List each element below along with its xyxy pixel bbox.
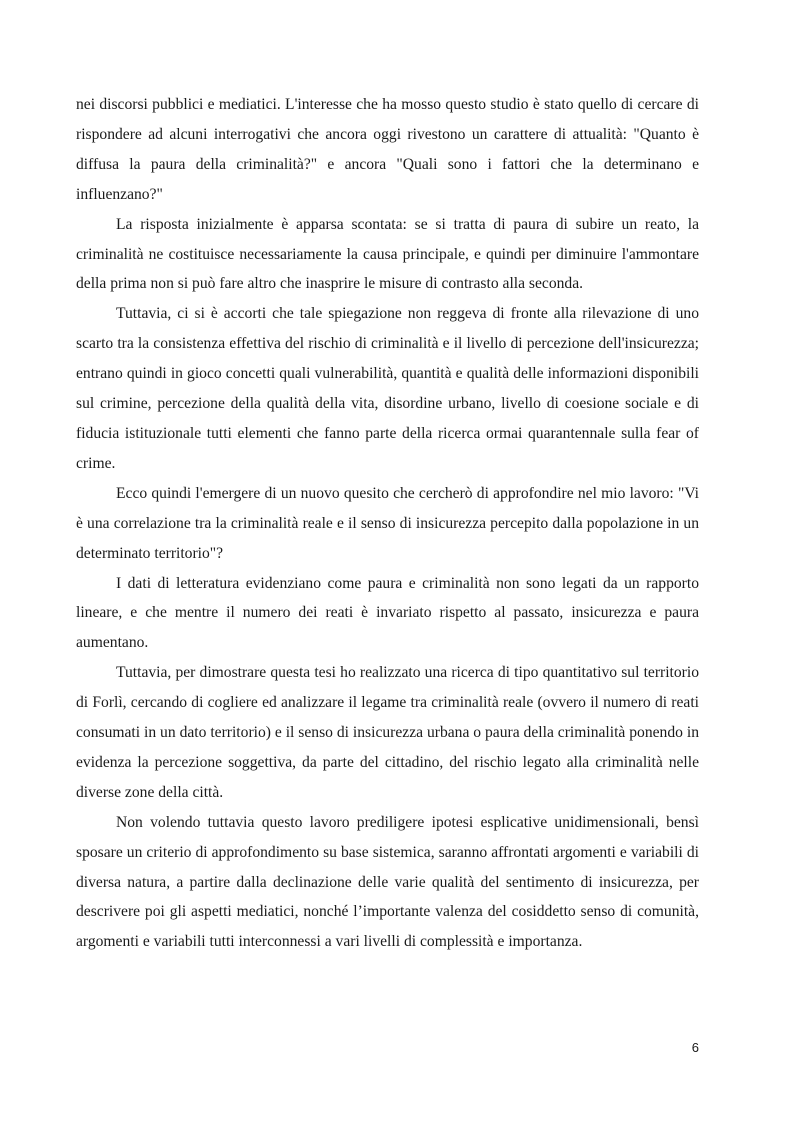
paragraph: Ecco quindi l'emergere di un nuovo quesito che cercherò di approfondire nel mio lavoro: "Vi è una correlazione tra la criminalità reale e il senso di insicurezza percepito dalla popolazione in un determinato territorio"? [76, 484, 699, 562]
paragraph: nei discorsi pubblici e mediatici. L'interesse che ha mosso questo studio è stato quello di cercare di rispondere ad alcuni interrogativi che ancora oggi rivestono un carattere di attualità: "Quanto è diffusa la paura della criminalità?" e ancora "Quali sono i fattori che la determinano e influenzano?" [76, 96, 699, 203]
paragraph: Tuttavia, per dimostrare questa tesi ho realizzato una ricerca di tipo quantitativo sul territorio di Forlì, cercando di cogliere ed analizzare il legame tra criminalità reale (ovvero il numero di reati consumati in un dato territorio) e il senso di insicurezza urbana o paura della criminalità ponendo in evidenza la percezione soggettiva, da parte del cittadino, del rischio legato alla criminalità nelle diverse zone della città. [76, 664, 699, 801]
paragraph: Non volendo tuttavia questo lavoro prediligere ipotesi esplicative unidimensionali, bensì sposare un criterio di approfondimento su base sistemica, saranno affrontati argomenti e variabili di diversa natura, a partire dalla declinazione delle varie qualità del sentimento di insicurezza, per descrivere poi gli aspetti mediatici, nonché l’importante valenza del cosiddetto senso di comunità, argomenti e variabili tutti interconnessi a vari livelli di complessità e importanza. [76, 813, 699, 951]
paragraph: I dati di letteratura evidenziano come paura e criminalità non sono legati da un rapporto lineare, e che mentre il numero dei reati è invariato rispetto al passato, insicurezza e paura aumentano. [76, 574, 699, 652]
paragraph: La risposta inizialmente è apparsa scontata: se si tratta di paura di subire un reato, la criminalità ne costituisce necessariamente la causa principale, e quindi per diminuire l'ammontare della prima non si può fare altro che inasprire le misure di contrasto alla seconda. [76, 215, 699, 293]
paragraph: Tuttavia, ci si è accorti che tale spiegazione non reggeva di fronte alla rilevazione di uno scarto tra la consistenza effettiva del rischio di criminalità e il livello di percezione dell'insicurezza; entrano quindi in gioco concetti quali vulnerabilità, quantità e qualità delle informazioni disponibili sul crimine, percezione della qualità della vita, disordine urbano, livello di coesione sociale e di fiducia istituzionale tutti elementi che fanno parte della ricerca ormai quarantennale sulla fear of crime. [76, 305, 699, 472]
body-text [76, 90, 699, 957]
page-number: 6 [691, 1040, 699, 1055]
